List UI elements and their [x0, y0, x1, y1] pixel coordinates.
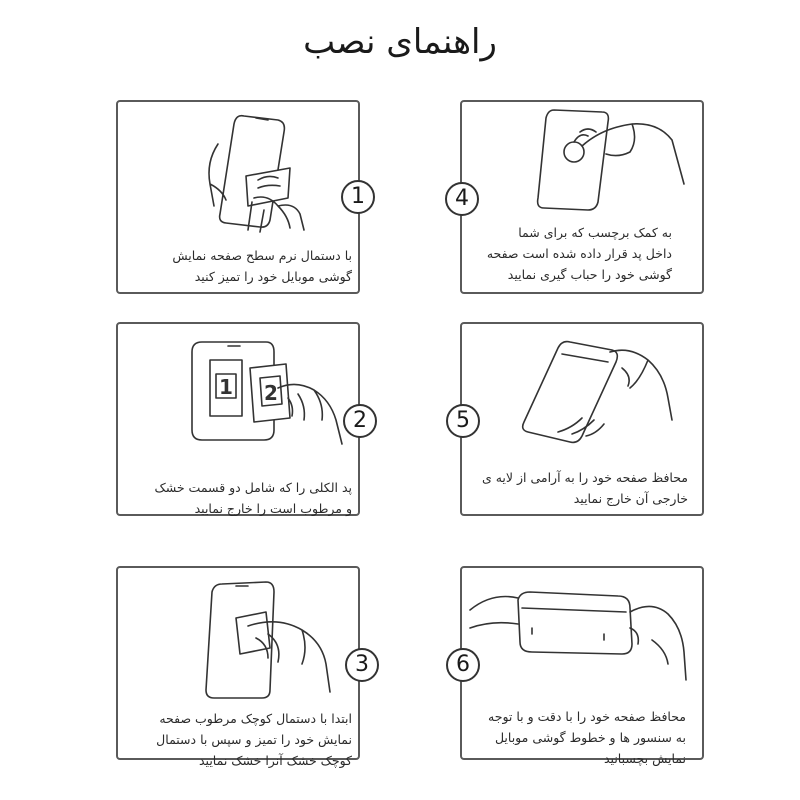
- step-3-card: [116, 566, 360, 768]
- step-2-caption-line: پد الکلی را که شامل دو قسمت خشک: [154, 480, 352, 495]
- step-3-caption: [156, 708, 352, 771]
- step-6-caption-line: نمایش بچسبانید: [604, 751, 686, 766]
- step-4-number-badge: 4: [445, 182, 479, 216]
- step-6-caption-line: محافظ صفحه خود را با دقت و با توجه: [488, 709, 686, 724]
- step-3-caption-line: نمایش خود را تمیز و سپس با دستمال: [156, 732, 352, 747]
- step-5-number-badge: 5: [446, 404, 480, 438]
- step-4-caption-line: داخل پد قرار داده شده است صفحه: [486, 246, 672, 261]
- step-3-caption-line: کوچک خشک آنرا خشک نمایید: [199, 753, 352, 768]
- step-4-caption-line: به کمک برچسب که برای شما: [518, 225, 672, 240]
- step-4-card: [460, 100, 704, 294]
- step-5-caption: [482, 467, 688, 509]
- step-1-caption: [172, 245, 352, 287]
- step-1-number-badge: 1: [341, 180, 375, 214]
- pad-label-2: 2: [264, 381, 278, 405]
- step-2-caption-line: و مرطوب است را خارج نمایید: [194, 501, 352, 516]
- step-5-caption-line: خارجی آن خارج نمایید: [573, 491, 688, 506]
- step-2-card: [116, 322, 360, 516]
- step-1-caption-line: گوشی موبایل خود را تمیز کنید: [194, 269, 352, 284]
- step-3-number-badge: 3: [345, 648, 379, 682]
- page-title: راهنمای نصب: [303, 22, 497, 62]
- step-2-caption: [155, 477, 353, 519]
- step-6-caption: [488, 706, 686, 769]
- step-1-card: [116, 100, 360, 294]
- step-6-card: [460, 566, 704, 766]
- step-5-card: [460, 322, 704, 516]
- step-6-number-badge: 6: [446, 648, 480, 682]
- step-2-number-badge: 2: [343, 404, 377, 438]
- step-4-caption: [487, 222, 672, 285]
- step-6-caption-line: به سنسور ها و خطوط گوشی موبایل: [494, 730, 686, 745]
- step-1-caption-line: با دستمال نرم سطح صفحه نمایش: [172, 248, 352, 263]
- step-5-caption-line: محافظ صفحه خود را به آرامی از لایه ی: [481, 470, 688, 485]
- step-4-caption-line: گوشی خود را حباب گیری نمایید: [507, 267, 672, 282]
- step-3-caption-line: ابتدا با دستمال کوچک مرطوب صفحه: [159, 711, 352, 726]
- pad-label-1: 1: [219, 375, 233, 399]
